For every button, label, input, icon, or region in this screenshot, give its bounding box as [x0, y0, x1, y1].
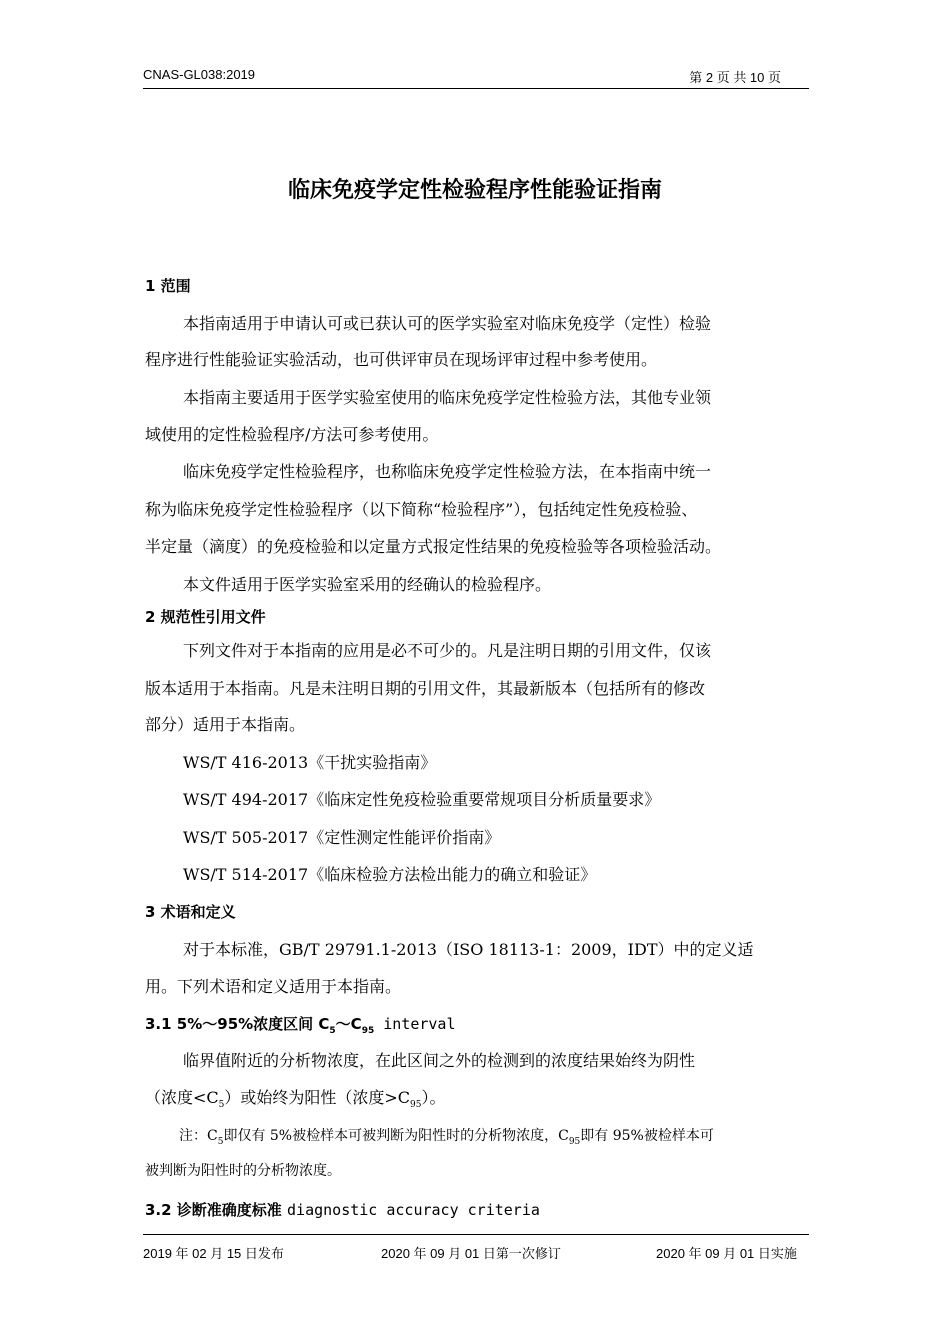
- reference-item: WS/T 505-2017《定性测定性能评价指南》: [183, 828, 501, 847]
- note-line: 注：$C_5$即仅有 5%被检样本可被判断为阳性时的分析物浓度，$C_{95}$即有 95%被检样本可: [179, 1128, 714, 1147]
- paragraph-line: 临床免疫学定性检验程序，也称临床免疫学定性检验方法，在本指南中统一: [183, 462, 712, 481]
- page-info: 第 2 页 共 10 页: [689, 70, 781, 85]
- doc-code: CNAS-GL038:2019: [143, 67, 256, 82]
- footer-divider: [143, 1234, 809, 1235]
- header-divider: [143, 88, 809, 89]
- subsection-heading: 3.1 5%～95%浓度区间 $C_5\sim C_{95}$ interval: [145, 1015, 456, 1036]
- publish-date: 2019 年 02 月 15 日发布: [143, 1246, 284, 1261]
- reference-item: WS/T 416-2013《干扰实验指南》: [183, 753, 437, 772]
- paragraph-line: 对于本标准，GB/T 29791.1-2013（ISO 18113-1：2009，IDT）中的定义适: [183, 940, 754, 959]
- section-heading: 1 范围: [145, 277, 191, 295]
- paragraph-line: 半定量（滴度）的免疫检验和以定量方式报定性结果的免疫检验等各项检验活动。: [145, 537, 722, 556]
- document-title: 临床免疫学定性检验程序性能验证指南: [287, 178, 662, 203]
- paragraph-line: 临界值附近的分析物浓度，在此区间之外的检测到的浓度结果始终为阴性: [183, 1051, 696, 1070]
- reference-item: WS/T 494-2017《临床定性免疫检验重要常规项目分析质量要求》: [183, 790, 661, 809]
- paragraph-line: 域使用的定性检验程序/方法可参考使用。: [145, 425, 439, 444]
- paragraph-line: 称为临床免疫学定性检验程序（以下简称“检验程序”），包括纯定性免疫检验、: [145, 500, 698, 519]
- effective-date: 2020 年 09 月 01 日实施: [656, 1246, 797, 1261]
- section-heading: 3 术语和定义: [145, 903, 236, 921]
- paragraph-line: 本指南适用于申请认可或已获认可的医学实验室对临床免疫学（定性）检验: [183, 314, 712, 333]
- note-line: 被判断为阳性时的分析物浓度。: [145, 1163, 341, 1179]
- paragraph-line: 用。下列术语和定义适用于本指南。: [145, 977, 402, 996]
- paragraph-line: （浓度$<C_5$）或始终为阳性（浓度$>C_{95}$）。: [145, 1088, 446, 1111]
- section-heading: 2 规范性引用文件: [145, 608, 266, 626]
- paragraph-line: 版本适用于本指南。凡是未注明日期的引用文件，其最新版本（包括所有的修改: [145, 679, 706, 698]
- reference-item: WS/T 514-2017《临床检验方法检出能力的确立和验证》: [183, 865, 597, 884]
- paragraph-line: 下列文件对于本指南的应用是必不可少的。凡是注明日期的引用文件，仅该: [183, 641, 712, 660]
- page-header: [143, 67, 809, 88]
- revision-date: 2020 年 09 月 01 日第一次修订: [381, 1246, 561, 1261]
- paragraph-line: 本文件适用于医学实验室采用的经确认的检验程序。: [183, 575, 552, 594]
- subsection-heading: 3.2 诊断准确度标准 diagnostic accuracy criteria: [145, 1201, 540, 1219]
- paragraph-line: 本指南主要适用于医学实验室使用的临床免疫学定性检验方法，其他专业领: [183, 388, 712, 407]
- paragraph-line: 部分）适用于本指南。: [145, 715, 306, 734]
- paragraph-line: 程序进行性能验证实验活动，也可供评审员在现场评审过程中参考使用。: [145, 350, 658, 369]
